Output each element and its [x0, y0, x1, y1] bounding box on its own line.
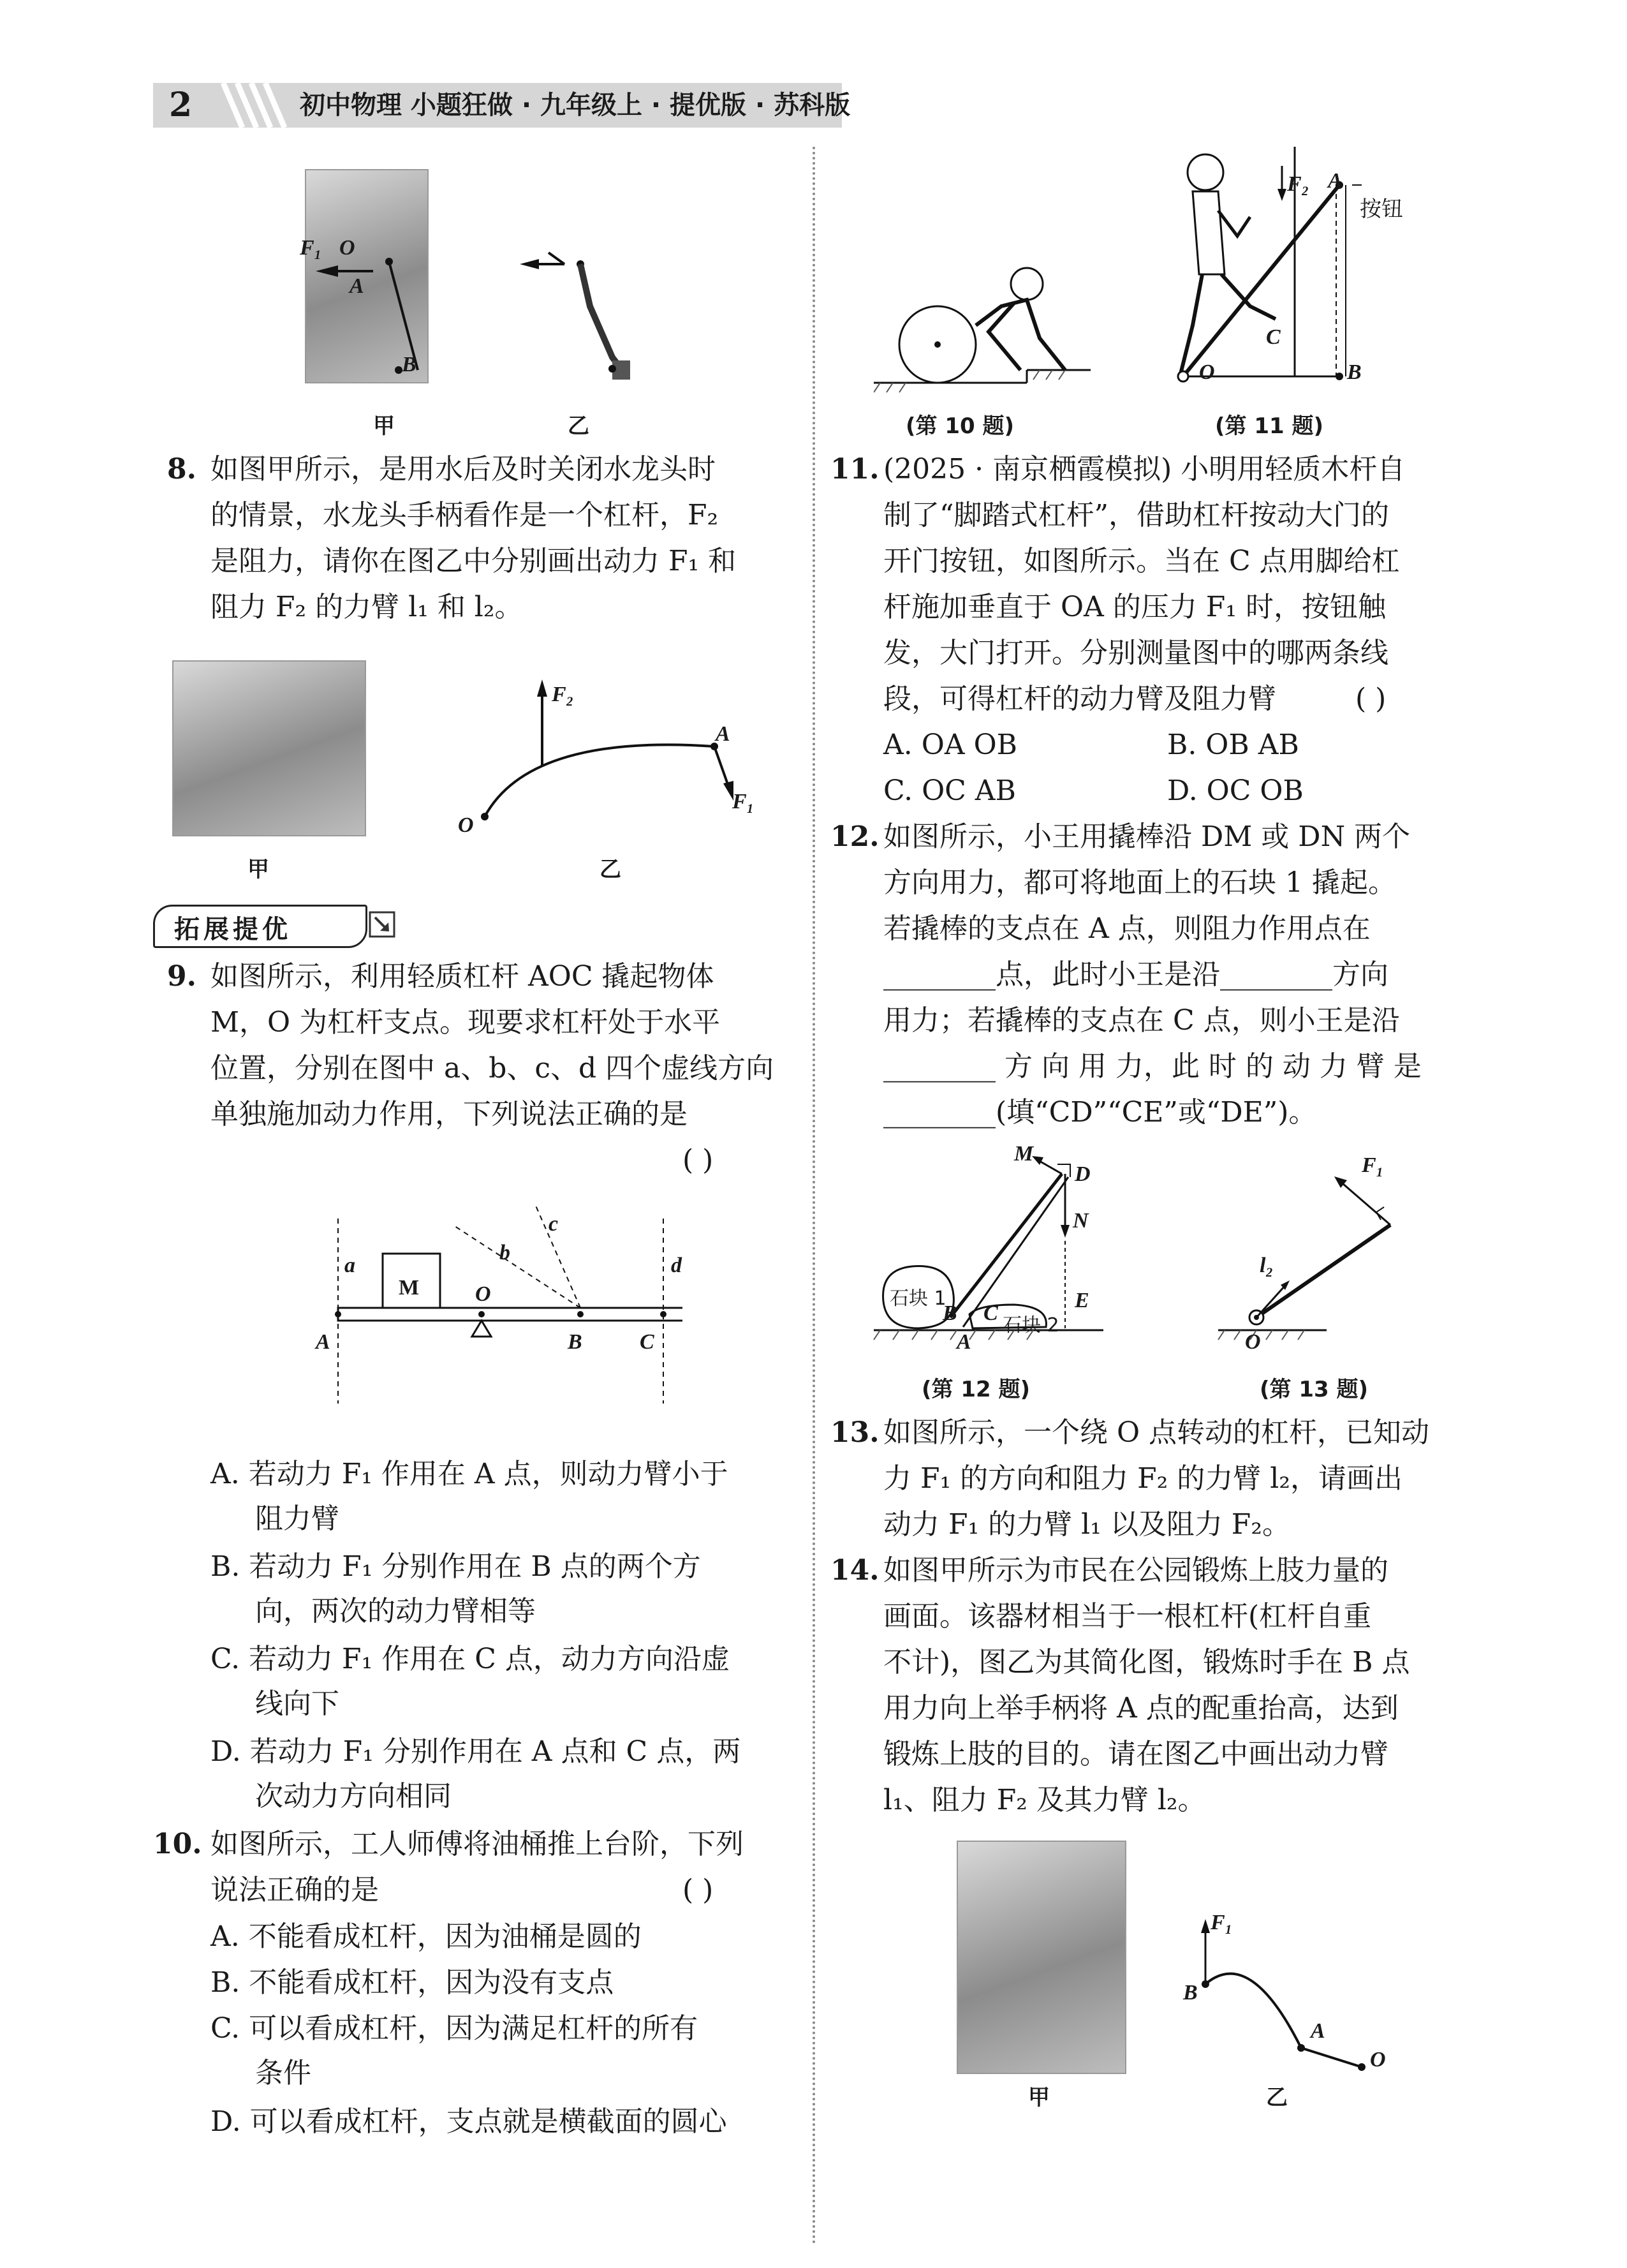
- q14-line: l₁、阻力 F₂ 及其力臂 l₂。: [883, 1784, 1206, 1816]
- q9-label-O: O: [475, 1282, 491, 1306]
- exercise-photo: [957, 1841, 1126, 2074]
- q12-line: ________点，此时小王是沿________方向: [883, 958, 1388, 991]
- q8-lever-label-F2: F₂: [552, 683, 574, 706]
- q12-label-N: N: [1073, 1209, 1089, 1233]
- q13-label-l2: l₂: [1260, 1254, 1274, 1277]
- q13-line: 动力 F₁ 的力臂 l₁ 以及阻力 F₂。: [883, 1508, 1290, 1541]
- q14-label-F1: F₁: [1211, 1911, 1233, 1934]
- q10-option-c: C. 可以看成杠杆，因为满足杠杆的所有: [210, 2012, 698, 2045]
- q10-line: 说法正确的是: [210, 1874, 379, 1906]
- q8-lever-label-O: O: [458, 813, 474, 837]
- q13-caption: (第 13 题): [1260, 1377, 1369, 1402]
- q10-answer-bracket: ( ): [682, 1874, 714, 1906]
- q12-line: 方向用力，都可将地面上的石块 1 撬起。: [883, 866, 1396, 899]
- header-stripes: [217, 83, 293, 128]
- q10-option-c-cont: 条件: [255, 2057, 311, 2089]
- q11-number: 11.: [830, 453, 880, 485]
- q12-line: 若撬棒的支点在 A 点，则阻力作用点在: [883, 912, 1371, 945]
- q8-line: 阻力 F₂ 的力臂 l₁ 和 l₂。: [210, 591, 523, 623]
- q8-bottom-caption-right: 乙: [600, 857, 621, 882]
- q8-lever-label-A: A: [716, 722, 730, 746]
- q11-label-button: 按钮: [1360, 196, 1403, 222]
- q8-line: 是阻力，请你在图乙中分别画出动力 F₁ 和: [210, 545, 737, 577]
- q14-label-O: O: [1370, 2048, 1386, 2072]
- q14-label-A: A: [1311, 2019, 1325, 2043]
- q12-label-M: M: [1014, 1142, 1034, 1166]
- q9-option-c-cont: 线向下: [255, 1687, 339, 1720]
- q14-number: 14.: [830, 1554, 880, 1587]
- q10-option-d: D. 可以看成杠杆，支点就是横截面的圆心: [210, 2105, 727, 2138]
- q12-label-A: A: [957, 1330, 971, 1354]
- q12-label-D: D: [1075, 1162, 1091, 1186]
- q8-fig-label-F1: F₁: [300, 236, 322, 260]
- q11-label-F2: F₂: [1287, 172, 1309, 196]
- page-number: 2: [169, 85, 193, 124]
- q11-answer-bracket: ( ): [1355, 683, 1387, 715]
- q8-top-caption-left: 甲: [373, 413, 395, 439]
- q9-lever-diagram: [313, 1199, 682, 1416]
- q14-caption-left: 甲: [1028, 2085, 1050, 2110]
- q9-label-b: b: [499, 1241, 510, 1264]
- q13-number: 13.: [830, 1416, 880, 1449]
- q8-number: 8.: [167, 453, 196, 485]
- q8-fig-label-A: A: [350, 274, 364, 298]
- q12-line: 用力；若撬棒的支点在 C 点，则小王是沿: [883, 1004, 1400, 1037]
- q9-label-M: M: [399, 1276, 420, 1300]
- q10-worker-barrel-figure: [874, 255, 1116, 402]
- q12-label-E: E: [1075, 1289, 1089, 1312]
- q10-number: 10.: [153, 1828, 202, 1860]
- q12-label-stone1: 石块 1: [890, 1287, 946, 1310]
- q12-line: ________ 方 向 用 力，此 时 的 动 力 臂 是: [883, 1050, 1422, 1083]
- q9-label-B: B: [568, 1330, 582, 1354]
- q14-line: 不计)，图乙为其简化图，锻炼时手在 B 点: [883, 1646, 1410, 1679]
- q9-label-A: A: [316, 1330, 330, 1354]
- q10-option-b: B. 不能看成杠杆，因为没有支点: [210, 1966, 614, 1999]
- q8-bottom-caption-left: 甲: [247, 857, 269, 882]
- q12-label-stone2: 石块 2: [1003, 1314, 1059, 1337]
- q9-option-b: B. 若动力 F₁ 分别作用在 B 点的两个方: [210, 1550, 701, 1583]
- q14-label-B: B: [1183, 1981, 1198, 2005]
- q14-line: 如图甲所示为市民在公园锻炼上肢力量的: [883, 1554, 1388, 1587]
- q8-line: 的情景，水龙头手柄看作是一个杠杆，F₂: [210, 499, 719, 531]
- q13-label-F1: F₁: [1362, 1153, 1384, 1177]
- q12-label-B: B: [943, 1301, 957, 1325]
- q9-option-c: C. 若动力 F₁ 作用在 C 点，动力方向沿虚: [210, 1643, 730, 1675]
- q10-caption: (第 10 题): [906, 413, 1015, 439]
- q9-option-d-cont: 次动力方向相同: [255, 1780, 452, 1812]
- q12-number: 12.: [830, 820, 880, 853]
- q8-lever-label-F1: F₁: [732, 790, 755, 813]
- q11-caption: (第 11 题): [1215, 413, 1324, 439]
- q12-line: 如图所示，小王用撬棒沿 DM 或 DN 两个: [883, 820, 1411, 853]
- q12-caption: (第 12 题): [922, 1377, 1031, 1402]
- q11-label-B: B: [1347, 360, 1362, 384]
- q11-option-b: B. OB AB: [1167, 729, 1299, 761]
- q8-lever-diagram: [446, 676, 804, 855]
- column-divider: [813, 147, 815, 2246]
- q11-line: 发，大门打开。分别测量图中的哪两条线: [883, 637, 1388, 669]
- q14-lever-figure: [1180, 1914, 1410, 2105]
- q11-line: 制了“脚踏式杠杆”，借助杠杆按动大门的: [883, 499, 1389, 531]
- q12-line: ________(填“CD”“CE”或“DE”)。: [883, 1096, 1317, 1129]
- q12-label-C: C: [983, 1301, 998, 1325]
- q9-label-d: d: [671, 1254, 682, 1277]
- q13-label-O: O: [1245, 1330, 1261, 1354]
- q9-line: 单独施加动力作用，下列说法正确的是: [210, 1098, 688, 1130]
- section-title: 拓展提优: [153, 905, 367, 948]
- q9-label-C: C: [640, 1330, 654, 1354]
- q9-number: 9.: [167, 960, 196, 993]
- q13-lever-figure: [1212, 1148, 1416, 1353]
- q9-line: M，O 为杠杆支点。现要求杠杆处于水平: [210, 1006, 721, 1039]
- q14-caption-right: 乙: [1266, 2085, 1288, 2110]
- q9-answer-bracket: ( ): [682, 1144, 714, 1176]
- q11-option-c: C. OC AB: [883, 775, 1016, 807]
- q13-line: 如图所示，一个绕 O 点转动的杠杆，已知动: [883, 1416, 1430, 1449]
- q11-line: 段，可得杠杆的动力臂及阻力臂: [883, 683, 1276, 715]
- q9-option-d: D. 若动力 F₁ 分别作用在 A 点和 C 点，两: [210, 1735, 741, 1768]
- q9-option-b-cont: 向，两次的动力臂相等: [255, 1595, 536, 1627]
- q9-line: 位置，分别在图中 a、b、c、d 四个虚线方向: [210, 1052, 774, 1085]
- q8-line: 如图甲所示，是用水后及时关闭水龙头时: [210, 453, 716, 485]
- q11-line: 杆施加垂直于 OA 的压力 F₁ 时，按钮触: [883, 591, 1386, 623]
- q11-line: 开门按钮，如图所示。当在 C 点用脚给杠: [883, 545, 1400, 577]
- q11-option-a: A. OA OB: [883, 729, 1017, 761]
- q11-option-d: D. OC OB: [1167, 775, 1304, 807]
- q11-label-C: C: [1266, 325, 1281, 349]
- q11-line: (2025 · 南京栖霞模拟) 小明用轻质木杆自: [883, 453, 1406, 485]
- q8-fig-label-B: B: [402, 353, 416, 376]
- q9-line: 如图所示，利用轻质杠杆 AOC 撬起物体: [210, 960, 714, 993]
- q8-top-caption-right: 乙: [568, 413, 589, 439]
- q14-line: 画面。该器材相当于一根杠杆(杠杆自重: [883, 1600, 1372, 1633]
- q14-line: 锻炼上肢的目的。请在图乙中画出动力臂: [883, 1738, 1388, 1770]
- faucet-photo: [172, 660, 366, 836]
- q11-label-O: O: [1199, 360, 1215, 384]
- q10-option-a: A. 不能看成杠杆，因为油桶是圆的: [210, 1920, 642, 1953]
- q10-line: 如图所示，工人师傅将油桶推上台阶，下列: [210, 1828, 744, 1860]
- section-arrow-icon: [369, 911, 395, 938]
- q8-fig-label-O: O: [339, 236, 355, 260]
- q13-line: 力 F₁ 的方向和阻力 F₂ 的力臂 l₂，请画出: [883, 1462, 1402, 1495]
- q11-label-A: A: [1328, 169, 1343, 193]
- q14-line: 用力向上举手柄将 A 点的配重抬高，达到: [883, 1692, 1399, 1724]
- q9-label-a: a: [344, 1254, 355, 1277]
- q9-option-a: A. 若动力 F₁ 作用在 A 点，则动力臂小于: [210, 1458, 728, 1490]
- page-title: 初中物理 小题狂做 · 九年级上 · 提优版 · 苏科版: [300, 91, 851, 120]
- q9-label-c: c: [548, 1212, 559, 1236]
- q9-option-a-cont: 阻力臂: [255, 1502, 339, 1535]
